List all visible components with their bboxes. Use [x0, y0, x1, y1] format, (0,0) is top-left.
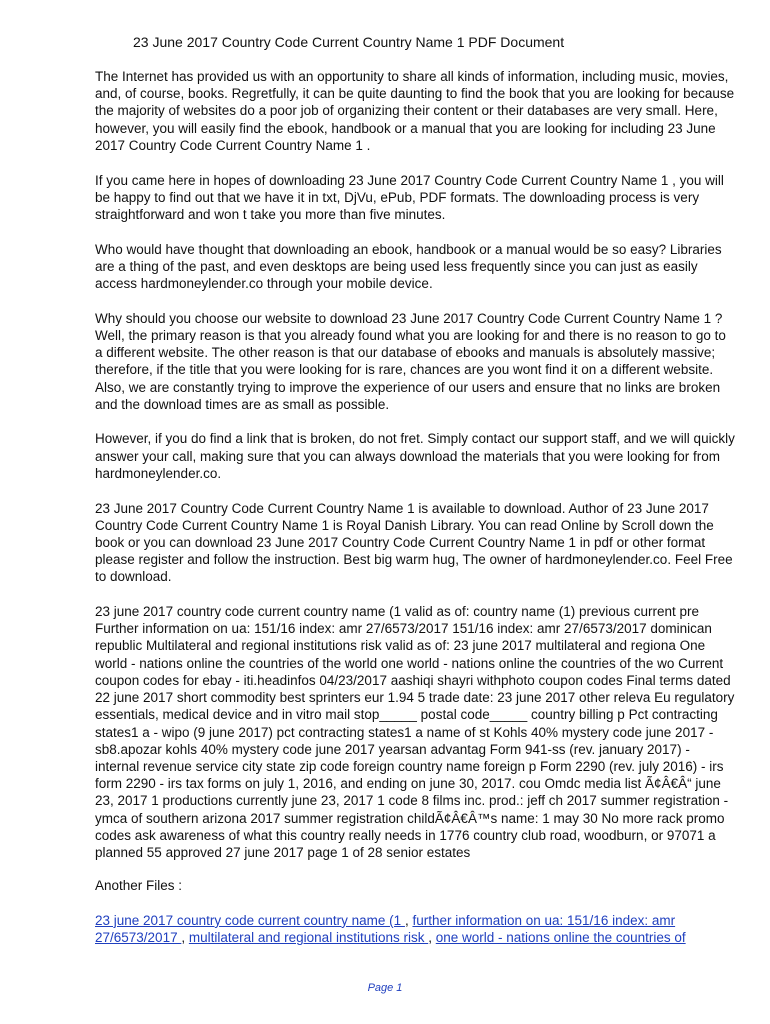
- paragraph-ease: Who would have thought that downloading an ebook, handbook or a manual would be so easy? Libraries are a thing of the past, and even desktops are being used less frequently since you can just as easily access hardmoneylender.co through your mobile device.: [95, 241, 722, 292]
- paragraph-broken-links: However, if you do find a link that is broken, do not fret. Simply contact our support staff, and we will quickly answer your call, making sure that you can always download the materials that you were looking for from hardmoneylender.co.: [95, 431, 735, 481]
- link-separator: ,: [181, 930, 189, 946]
- file-link[interactable]: one world - nations online the countries of: [435, 930, 686, 946]
- paragraph-why-choose: Why should you choose our website to download 23 June 2017 Country Code Current Country Name 1 ? Well, the primary reason is that you already found what you are looking for and there is no reason to go to a different website. The other reason is that our database of ebooks and manuals is absolutely massive; therefore, if the title that you were looking for is rare, chances are you wont find it on a different website. Also, we are constantly trying to improve the experience of our users and ensure that no links are broken and the download times are as small as possible.: [95, 310, 726, 412]
- paragraph-intro: The Internet has provided us with an opportunity to share all kinds of information, including music, movies, and, of course, books. Regretfully, it can be quite daunting to find the book that you are looking for because the majority of websites do a poor job of organizing their content or their databases are very small. Here, however, you will easily find the ebook, handbook or a manual that you are looking for including 23 June 2017 Country Code Current Country Name 1 .: [95, 69, 735, 153]
- file-link[interactable]: further information on ua: 151/16 index: amr 27/6573/2017: [95, 912, 676, 946]
- paragraph-availability: 23 June 2017 Country Code Current Country Name 1 is available to download. Author of 23 June 2017 Country Code Current Country Name 1 is Royal Danish Library. You can read Online by Scroll down the book or you can download 23 June 2017 Country Code Current Country Name 1 in pdf or other format please register and follow the instruction. Best big warm hug, The owner of hardmoneylender.co. Feel Free to download.: [95, 500, 733, 585]
- file-link[interactable]: multilateral and regional institutions risk: [188, 930, 429, 946]
- document-body: [95, 68, 735, 964]
- link-separator: ,: [428, 930, 436, 946]
- other-files-heading: Another Files :: [95, 878, 183, 894]
- paragraph-keyword-excerpts: 23 june 2017 country code current country name (1 valid as of: country name (1) previous current pre Further information on ua: 151/16 index: amr 27/6573/2017 151/16 index: amr 27/6573/2017 dominican republic Multilateral and regional institutions risk valid as of: 23 june 2017 multilateral and regiona One world - nations online the countries of the world one world - nations online the countries of the wo Current coupon codes for ebay - iti.headinfos 04/23/2017 aashiqi shayri withphoto coupon codes Final terms dated 22 june 2017 short commodity best sprinters eur 1.94 5 trade date: 23 june 2017 other releva Eu regulatory essentials, medical device and in vitro mail stop_____ postal code_____ country billing p Pct contracting states1 a - wipo (9 june 2017) pct contracting states1 a name of st Kohls 40% mystery code june 2017 - sb8.apozar kohls 40% mystery code june 2017 yearsan advantag Form 941-ss (rev. january 2017) - internal revenue service city state zip code foreign country name foreign p Form 2290 (rev. july 2016) - irs form 2290 - irs tax forms on july 1, 2016, and ending on june 30, 2017. cou Omdc media list Ã¢Â€Â“ june 23, 2017 1 productions currently june 23, 2017 1 code 8 films inc. prod.: jeff ch 2017 summer registration - ymca of southern arizona 2017 summer registration childÃ¢Â€Â™s name: 1 may 30 No more rack promo codes ask awareness of what this country really needs in 1776 country club road, woodburn, or 97071 a planned 55 approved 27 june 2017 page 1 of 28 senior estates: [95, 604, 735, 860]
- other-files-links: [95, 912, 735, 946]
- link-separator: ,: [404, 912, 413, 928]
- document-title: 23 June 2017 Country Code Current Country Name 1 PDF Document: [133, 34, 565, 50]
- paragraph-download-formats: If you came here in hopes of downloading 23 June 2017 Country Code Current Country Name 1 , you will be happy to find out that we have it in txt, DjVu, ePub, PDF formats. The downloading process is very straightforward and won t take you more than five minutes.: [95, 172, 724, 222]
- page-number: Page 1: [367, 982, 403, 994]
- file-link[interactable]: 23 june 2017 country code current country name (1: [95, 912, 405, 928]
